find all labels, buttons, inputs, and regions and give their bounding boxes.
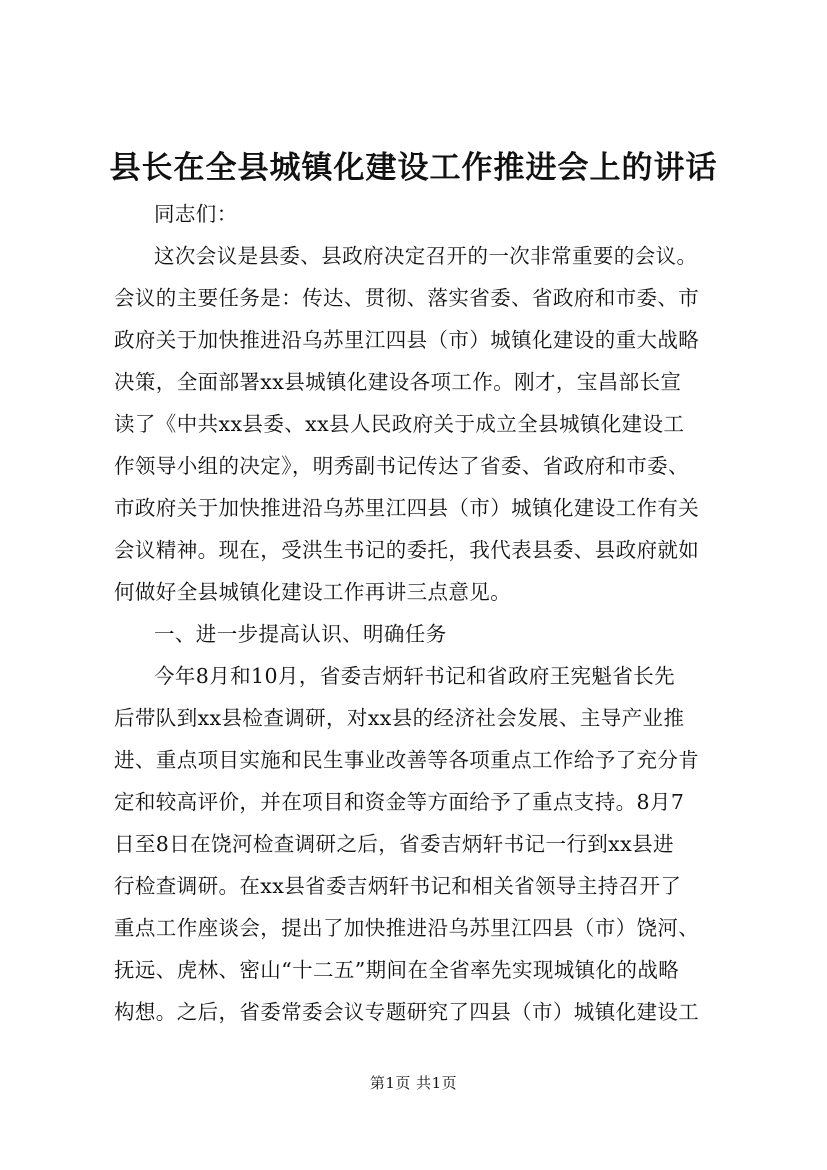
body-line: 读了《中共xx县委、xx县人民政府关于成立全县城镇化建设工 [114,412,685,436]
body-line: 抚远、虎林、密山“十二五”期间在全省率先实现城镇化的战略 [114,958,680,982]
body-line: 这次会议是县委、县政府决定召开的一次非常重要的会议。 [154,244,698,268]
body-line: 政府关于加快推进沿乌苏里江四县（市）城镇化建设的重大战略 [114,328,700,352]
body-line: 构想。之后，省委常委会议专题研究了四县（市）城镇化建设工 [114,1000,700,1024]
body-line: 后带队到xx县检查调研，对xx县的经济社会发展、主导产业推 [114,706,685,730]
document-title: 县长在全县城镇化建设工作推进会上的讲话 [109,150,718,186]
body-line: 会议精神。现在，受洪生书记的委托，我代表县委、县政府就如 [114,538,700,562]
body-line: 会议的主要任务是：传达、贯彻、落实省委、省政府和市委、市 [114,286,700,310]
section-heading: 一、进一步提高认识、明确任务 [154,622,447,646]
body-line: 何做好全县城镇化建设工作再讲三点意见。 [114,580,512,604]
body-line: 决策，全面部署xx县城镇化建设各项工作。刚才，宝昌部长宣 [114,370,682,394]
salutation-line: 同志们： [154,202,238,226]
body-line: 定和较高评价，并在项目和资金等方面给予了重点支持。8月7 [114,790,685,814]
document-body [114,193,754,1033]
body-line: 市政府关于加快推进沿乌苏里江四县（市）城镇化建设工作有关 [114,496,700,520]
body-line: 行检查调研。在xx县省委吉炳轩书记和相关省领导主持召开了 [114,874,682,898]
body-line: 作领导小组的决定》，明秀副书记传达了省委、省政府和市委、 [114,454,689,478]
body-line: 日至8日在饶河检查调研之后，省委吉炳轩书记一行到xx县进 [114,832,674,856]
body-line: 今年8月和10月，省委吉炳轩书记和省政府王宪魁省长先 [154,664,676,688]
page-footer: 第1页 共1页 [369,1074,458,1092]
body-line: 重点工作座谈会，提出了加快推进沿乌苏里江四县（市）饶河、 [114,916,700,940]
body-line: 进、重点项目实施和民生事业改善等各项重点工作给予了充分肯 [114,748,700,772]
